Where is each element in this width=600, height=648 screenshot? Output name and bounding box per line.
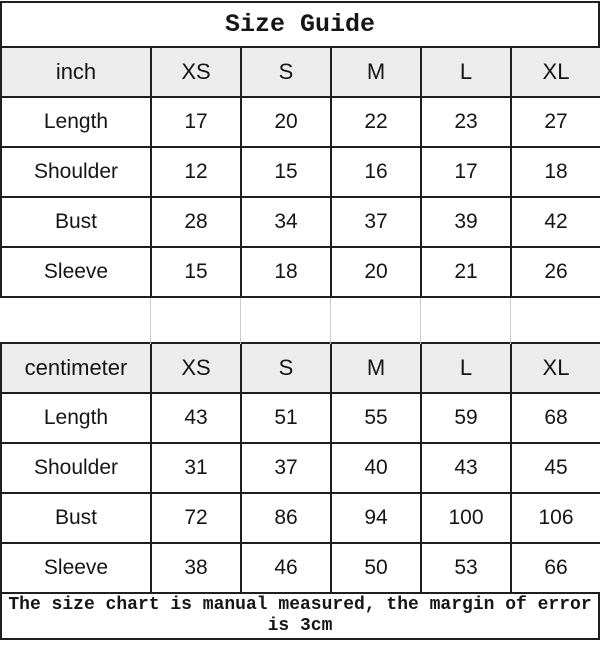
row-label: Length: [1, 393, 151, 443]
cell: 31: [151, 443, 241, 493]
row-bust-cm: [1, 493, 600, 543]
cell: 43: [421, 443, 511, 493]
cell: 59: [421, 393, 511, 443]
cell: 23: [421, 97, 511, 147]
cell: 20: [331, 247, 421, 297]
cell: 94: [331, 493, 421, 543]
centimeter-size-table: [0, 342, 600, 594]
cell: 39: [421, 197, 511, 247]
row-bust-inch: [1, 197, 600, 247]
cell: 21: [421, 247, 511, 297]
spacer-cell: [150, 298, 240, 344]
row-label: Bust: [1, 493, 151, 543]
col-header-xs: XS: [151, 343, 241, 393]
spacer-cell: [420, 298, 510, 344]
row-length-cm: [1, 393, 600, 443]
spacer-cell: [330, 298, 420, 344]
spacer-row: [0, 298, 600, 344]
cell: 15: [151, 247, 241, 297]
cell: 12: [151, 147, 241, 197]
cell: 38: [151, 543, 241, 593]
col-header-xs: XS: [151, 47, 241, 97]
cell: 16: [331, 147, 421, 197]
row-shoulder-cm: [1, 443, 600, 493]
row-label: Sleeve: [1, 247, 151, 297]
cell: 42: [511, 197, 600, 247]
row-sleeve-inch: [1, 247, 600, 297]
unit-header-centimeter: centimeter: [1, 343, 151, 393]
cell: 18: [241, 247, 331, 297]
cell: 28: [151, 197, 241, 247]
col-header-xl: XL: [511, 343, 600, 393]
cell: 50: [331, 543, 421, 593]
inch-size-table: [0, 46, 600, 298]
col-header-m: M: [331, 343, 421, 393]
unit-header-inch: inch: [1, 47, 151, 97]
cell: 51: [241, 393, 331, 443]
row-shoulder-inch: [1, 147, 600, 197]
cell: 46: [241, 543, 331, 593]
row-label: Sleeve: [1, 543, 151, 593]
cell: 20: [241, 97, 331, 147]
cell: 17: [151, 97, 241, 147]
cell: 43: [151, 393, 241, 443]
footer-note: The size chart is manual measured, the margin of error is 3cm: [0, 592, 600, 640]
cell: 106: [511, 493, 600, 543]
spacer-cell: [510, 298, 600, 344]
cell: 17: [421, 147, 511, 197]
cell: 40: [331, 443, 421, 493]
cell: 22: [331, 97, 421, 147]
row-length-inch: [1, 97, 600, 147]
col-header-m: M: [331, 47, 421, 97]
cell: 55: [331, 393, 421, 443]
cell: 66: [511, 543, 600, 593]
cell: 86: [241, 493, 331, 543]
col-header-s: S: [241, 47, 331, 97]
row-label: Shoulder: [1, 443, 151, 493]
cell: 37: [241, 443, 331, 493]
spacer-cell: [0, 298, 150, 344]
centimeter-header-row: [1, 343, 600, 393]
cell: 100: [421, 493, 511, 543]
inch-header-row: [1, 47, 600, 97]
cell: 27: [511, 97, 600, 147]
col-header-l: L: [421, 343, 511, 393]
cell: 53: [421, 543, 511, 593]
cell: 45: [511, 443, 600, 493]
cell: 37: [331, 197, 421, 247]
cell: 34: [241, 197, 331, 247]
row-label: Length: [1, 97, 151, 147]
col-header-xl: XL: [511, 47, 600, 97]
size-guide-title: Size Guide: [0, 1, 600, 48]
row-label: Shoulder: [1, 147, 151, 197]
spacer-cell: [240, 298, 330, 344]
cell: 68: [511, 393, 600, 443]
cell: 18: [511, 147, 600, 197]
col-header-s: S: [241, 343, 331, 393]
cell: 26: [511, 247, 600, 297]
cell: 72: [151, 493, 241, 543]
row-sleeve-cm: [1, 543, 600, 593]
row-label: Bust: [1, 197, 151, 247]
cell: 15: [241, 147, 331, 197]
col-header-l: L: [421, 47, 511, 97]
